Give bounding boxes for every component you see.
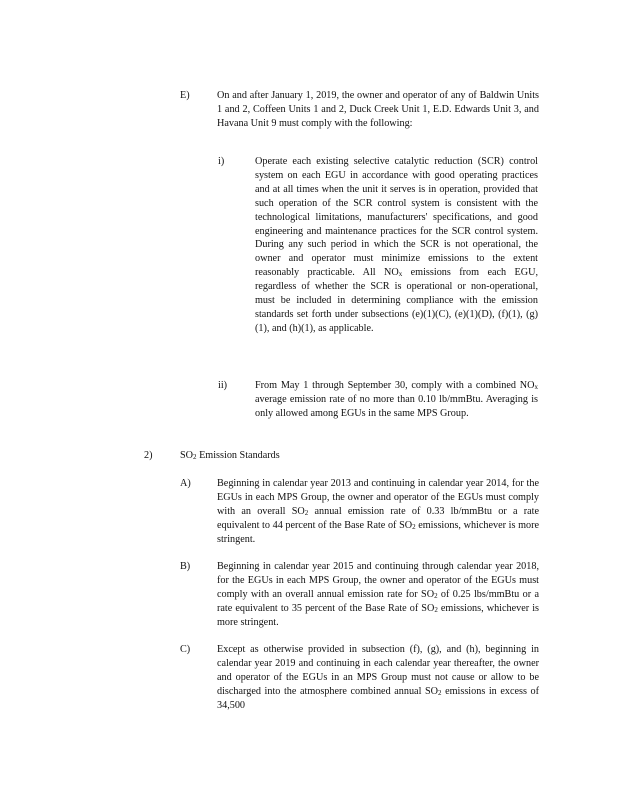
section-2-heading: $SO_2$ Emission Standards: [180, 450, 280, 461]
section-2-label: 2): [144, 450, 153, 461]
item-ii-paragraph: From May 1 through September 30, comply with a combined $NO_x$ average emission rate of no more than 0.10 lb/mmBtu. Averaging is only allowed among EGUs in the same MPS Group.: [255, 380, 538, 419]
item-b-paragraph: Beginning in calendar year 2015 and continuing through calendar year 2018, for the EGUs in each MPS Group, the owner and operator of the EGUs must comply with an overall annual emission rate for $SO_2$ of 0.25 lbs/mmBtu or a rate equivalent to 35 percent of the Base Rate of $SO_2$ emissions, whichever is more stringent.: [217, 561, 540, 628]
item-b-label: B): [180, 561, 191, 572]
item-ii-label: ii): [218, 380, 228, 391]
item-a-label: A): [180, 478, 191, 489]
item-c-paragraph: Except as otherwise provided in subsection (f), (g), and (h), beginning in calendar year 2019 and continuing in each calendar year thereafter, the owner and operator of the EGUs in an MPS Group must not cause or allow to be discharged into the atmosphere combined annual $SO_2$ emissions in excess of 34,500: [217, 644, 540, 711]
section-e-intro: On and after January 1, 2019, the owner and operator of any of Baldwin Units 1 and 2, Coffeen Units 1 and 2, Duck Creek Unit 1, E.D. Edwards Unit 3, and Havana Unit 9 must comply with the following:: [217, 90, 539, 129]
item-c-label: C): [180, 644, 191, 655]
section-e-label: E): [180, 90, 190, 101]
item-i-paragraph: Operate each existing selective catalytic reduction (SCR) control system on each EGU in accordance with good operating practices and at all times when the unit it serves is in operation, provided that such operation of the SCR control system is consistent with the technological limitations, manufacturers' specifications, and good engineering and maintenance practices for the SCR control system. During any such period in which the SCR is not operational, the owner and operator must minimize emissions to the extent reasonably practicable. All $NO_x$ emissions from each EGU, regardless of whether the SCR is operational or non-operational, must be included in determining compliance with the emission standards set forth under subsections (e)(1)(C), (e)(1)(D), (f)(1), (g)(1), and (h)(1), as applicable.: [255, 156, 538, 334]
item-a-paragraph: Beginning in calendar year 2013 and continuing in calendar year 2014, for the EGUs in each MPS Group, the owner and operator of the EGUs must comply with an overall $SO_2$ annual emission rate of 0.33 lb/mmBtu or a rate equivalent to 44 percent of the Base Rate of $SO_2$ emissions, whichever is more stringent.: [217, 478, 539, 545]
item-i-label: i): [218, 156, 225, 167]
